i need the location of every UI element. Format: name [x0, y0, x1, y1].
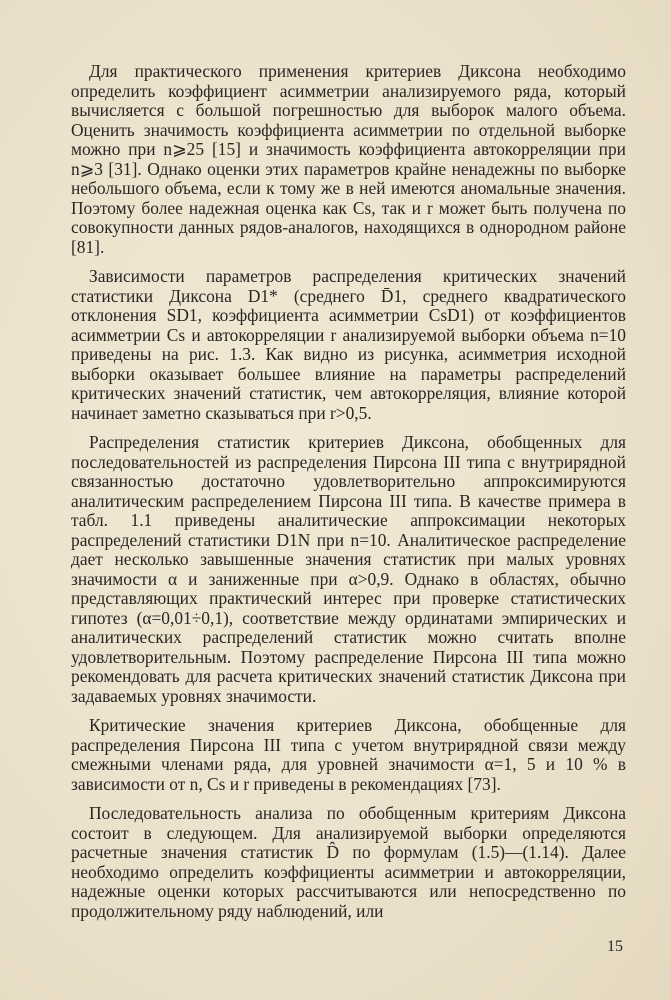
page-body — [71, 62, 626, 931]
paragraph-4: Критические значения критериев Диксона, обобщенные для распределения Пирсона III типа с учетом внутрирядной связи между смежными членами ряда, для уровней значимости α=1, 5 и 10 % в зависимости от n, Cs и r приведены в рекомендациях [73]. — [71, 715, 626, 794]
paragraph-1: Для практического применения критериев Диксона необходимо определить коэффициент асимметрии анализируемого ряда, который вычисляется с большой погрешностью для выборок малого объема. Оценить значимость коэффициента асимметрии по отдельной выборке можно при n⩾25 [15] и значимость коэффициента автокорреляции при n⩾3 [31]. Однако оценки этих параметров крайне ненадежны по выборке небольшого объема, если к тому же в ней имеются аномальные значения. Поэтому более надежная оценка как Cs, так и r может быть получена по совокупности данных рядов-аналогов, находящихся в однородном районе [81]. — [71, 61, 626, 257]
paragraph-5: Последовательность анализа по обобщенным критериям Диксона состоит в следующем. Для анализируемой выборки определяются расчетные значения статистик D̂ по формулам (1.5)—(1.14). Далее необходимо определить коэффициенты асимметрии и автокорреляции, надежные оценки которых рассчитываются или непосредственно по продолжительному ряду наблюдений, или — [71, 803, 626, 921]
paragraph-3: Распределения статистик критериев Диксона, обобщенных для последовательностей из распределения Пирсона III типа с внутрирядной связанностью достаточно удовлетворительно аппроксимируются аналитическим распределением Пирсона III типа. В качестве примера в табл. 1.1 приведены аналитические аппроксимации некоторых распределений статистики D1N при n=10. Аналитическое распределение дает несколько завышенные значения статистик при малых уровнях значимости α и заниженные при α>0,9. Однако в областях, обычно представляющих практический интерес при проверке статистических гипотез (α=0,01÷0,1), соответствие между ординатами эмпирических и аналитических распределений статистик можно считать вполне удовлетворительным. Поэтому распределение Пирсона III типа можно рекомендовать для расчета критических значений статистик Диксона при задаваемых уровнях значимости. — [71, 432, 626, 706]
page-number: 15 — [607, 938, 623, 955]
paragraph-2: Зависимости параметров распределения критических значений статистики Диксона D1* (среднего D̄1, среднего квадратического отклонения SD1, коэффициента асимметрии CsD1) от коэффициентов асимметрии Cs и автокорреляции r анализируемой выборки объема n=10 приведены на рис. 1.3. Как видно из рисунка, асимметрия исходной выборки оказывает большее влияние на параметры распределений критических значений статистик, чем автокорреляция, влияние которой начинает заметно сказываться при r>0,5. — [71, 266, 626, 423]
